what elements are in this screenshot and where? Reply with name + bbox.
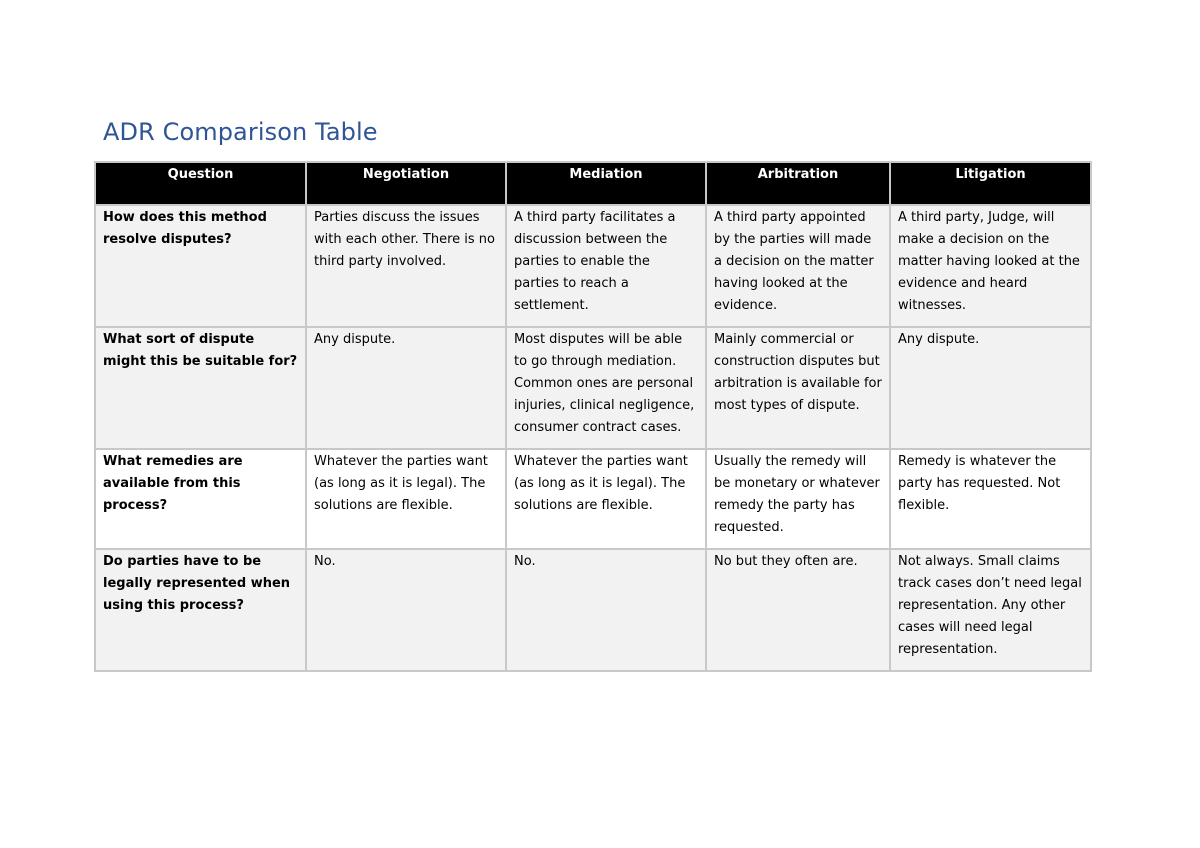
cell-litigation: Any dispute. [890,327,1091,449]
cell-arbitration: Usually the remedy will be monetary or whatever remedy the party has requested. [706,449,890,549]
cell-negotiation: Any dispute. [306,327,506,449]
cell-negotiation: Parties discuss the issues with each other. There is no third party involved. [306,205,506,327]
cell-negotiation: Whatever the parties want (as long as it is legal). The solutions are flexible. [306,449,506,549]
header-mediation: Mediation [506,162,706,205]
table-row [95,205,1091,327]
cell-mediation: A third party facilitates a discussion between the parties to enable the parties to reach a settlement. [506,205,706,327]
header-litigation: Litigation [890,162,1091,205]
cell-mediation: Whatever the parties want (as long as it is legal). The solutions are flexible. [506,449,706,549]
row-question: What sort of dispute might this be suitable for? [95,327,306,449]
table-row [95,549,1091,671]
cell-litigation: Remedy is whatever the party has requested. Not flexible. [890,449,1091,549]
cell-litigation: Not always. Small claims track cases don’t need legal representation. Any other cases will need legal representation. [890,549,1091,671]
header-arbitration: Arbitration [706,162,890,205]
table-row [95,449,1091,549]
header-question: Question [95,162,306,205]
row-question: What remedies are available from this process? [95,449,306,549]
row-question: How does this method resolve disputes? [95,205,306,327]
cell-mediation: No. [506,549,706,671]
cell-arbitration: No but they often are. [706,549,890,671]
table-row [95,327,1091,449]
cell-arbitration: A third party appointed by the parties will made a decision on the matter having looked at the evidence. [706,205,890,327]
row-question: Do parties have to be legally represented when using this process? [95,549,306,671]
table-header-row [95,162,1091,205]
page-title: ADR Comparison Table [103,118,378,146]
header-negotiation: Negotiation [306,162,506,205]
cell-arbitration: Mainly commercial or construction disputes but arbitration is available for most types of dispute. [706,327,890,449]
adr-comparison-table [94,161,1092,672]
cell-mediation: Most disputes will be able to go through mediation. Common ones are personal injuries, clinical negligence, consumer contract cases. [506,327,706,449]
cell-litigation: A third party, Judge, will make a decision on the matter having looked at the evidence and heard witnesses. [890,205,1091,327]
cell-negotiation: No. [306,549,506,671]
